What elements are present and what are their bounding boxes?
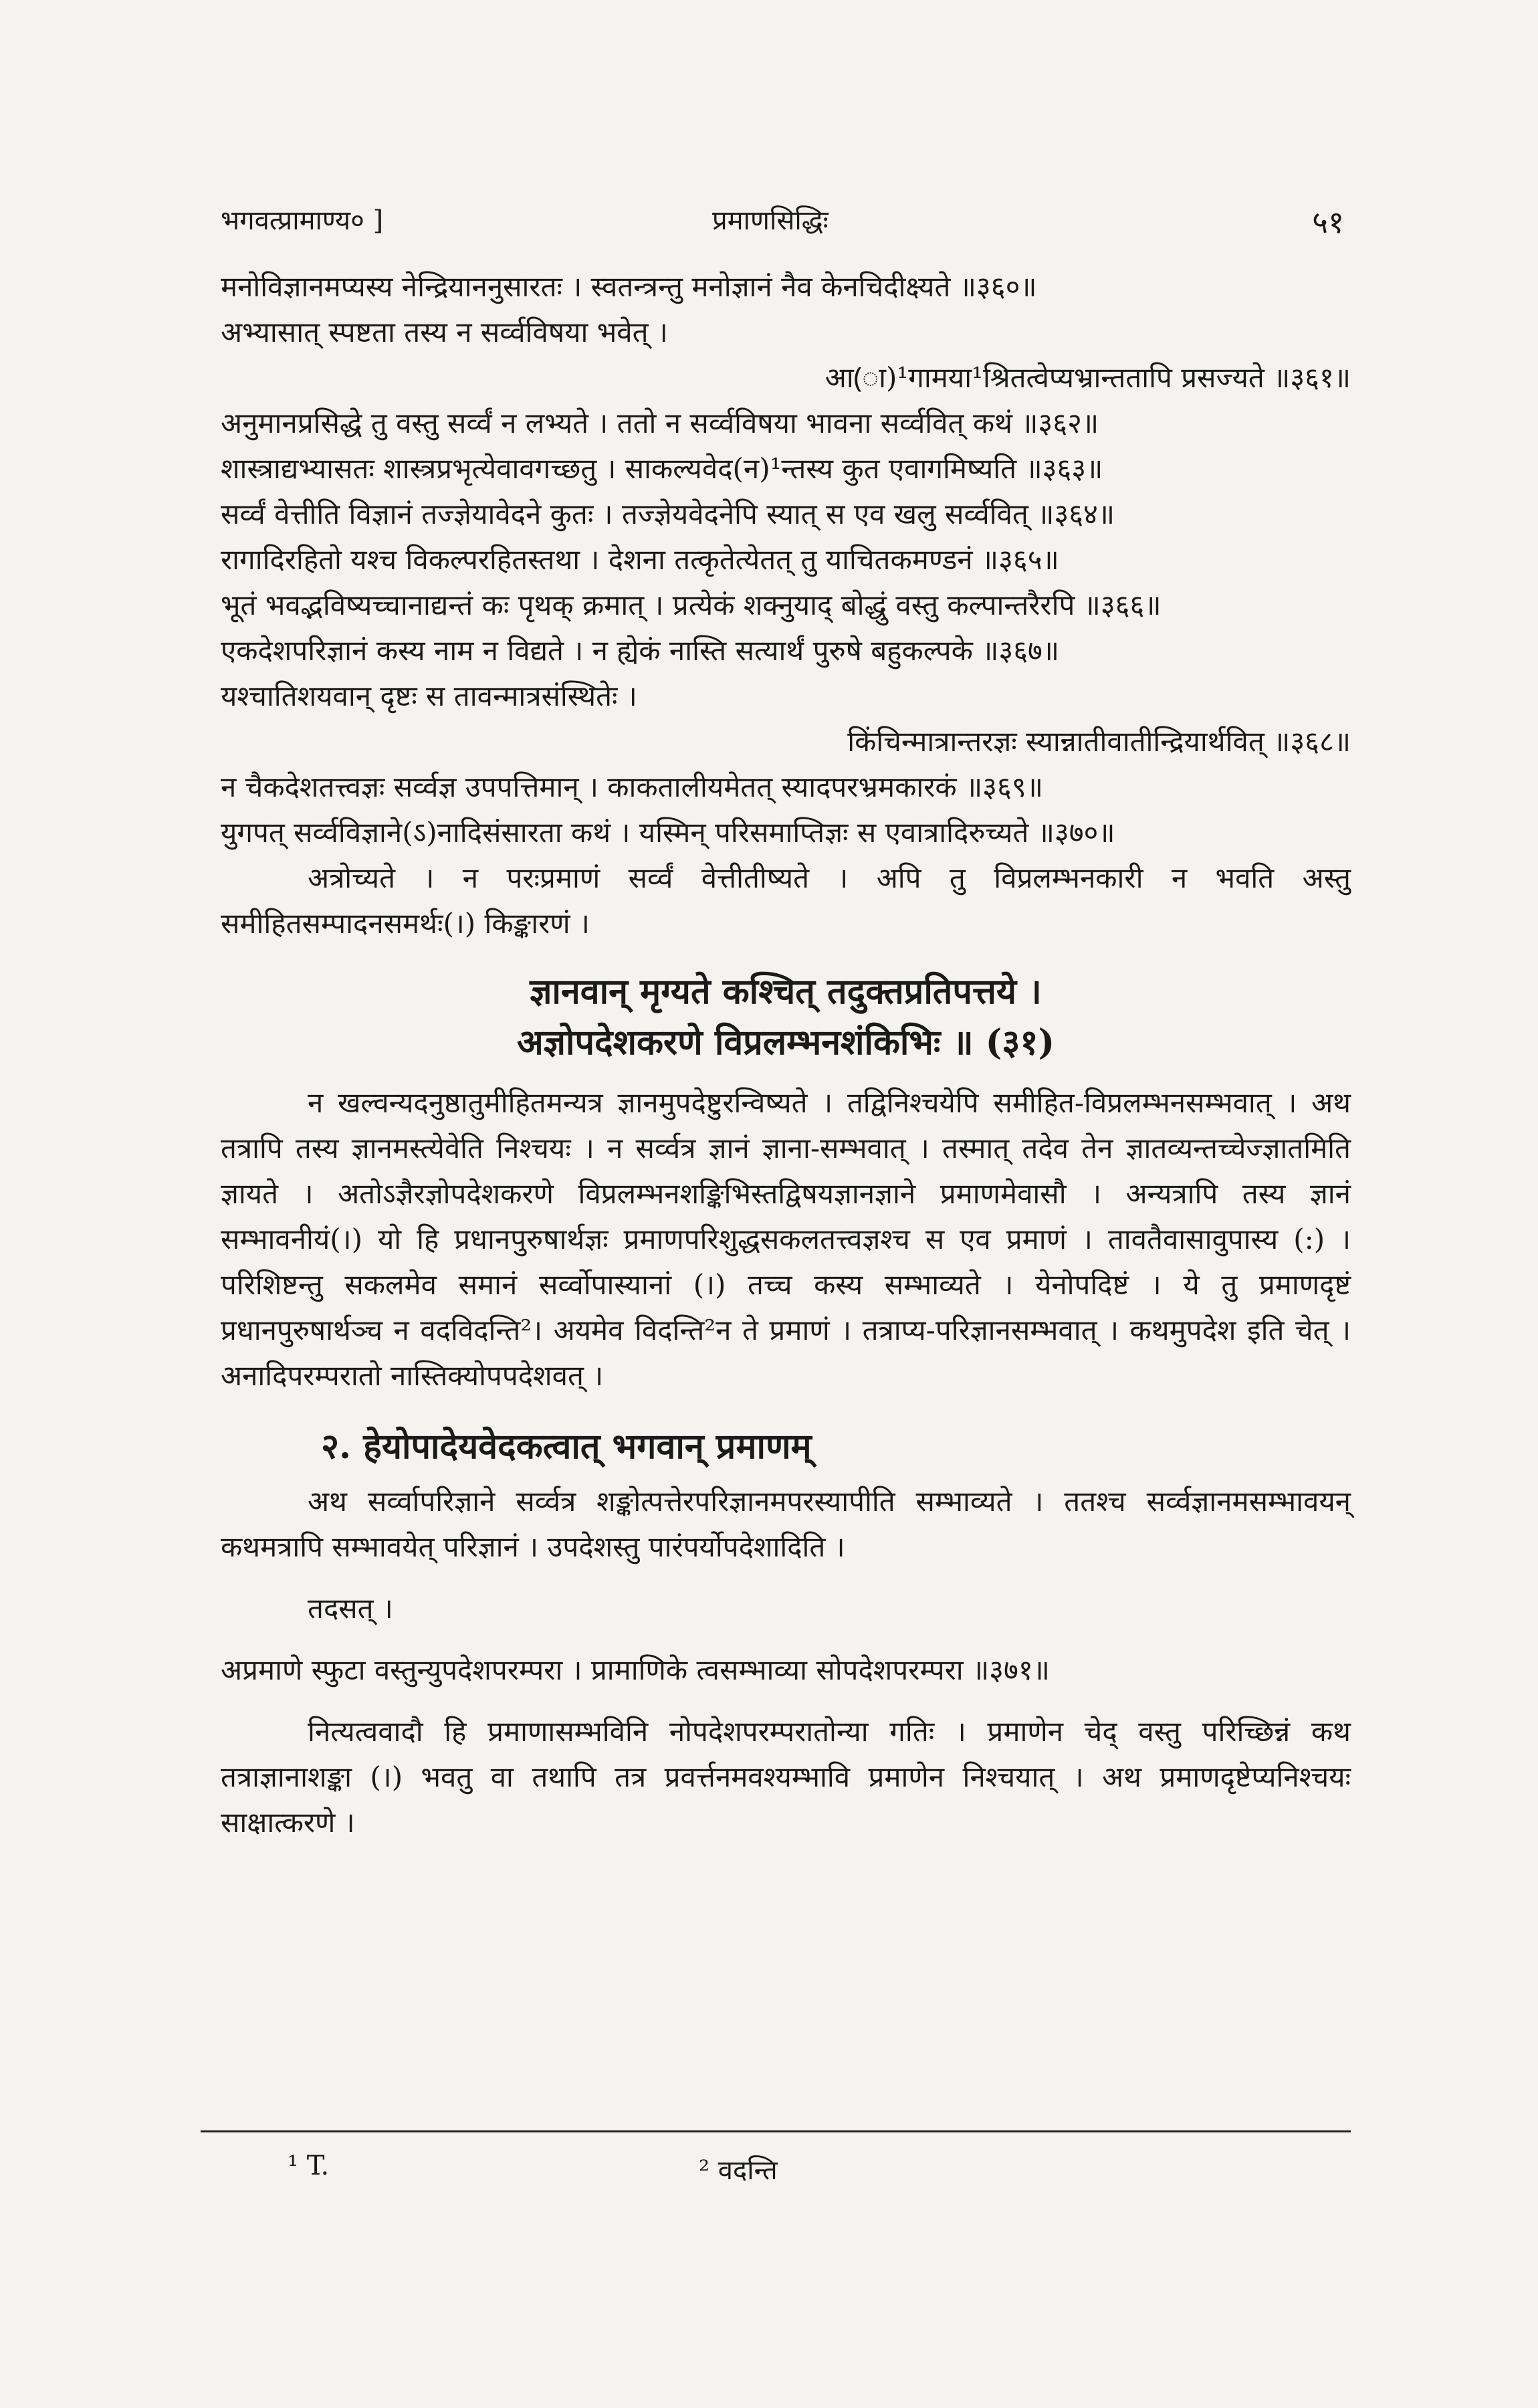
header-section-title: भगवत्प्रामाण्य० ] (221, 205, 384, 236)
verse-line: भूतं भवद्भविष्यच्चानाद्यन्तं कः पृथक् क्रमात् । प्रत्येकं शक्नुयाद् बोद्धुं वस्तु कल्पान्तरैरपि ॥३६६॥ (221, 589, 1162, 621)
verse-line: शास्त्राद्यभ्यासतः शास्त्रप्रभृत्येवावगच्छतु । साकल्यवेद(न)¹न्तस्य कुत एवागमिष्यति ॥३६३॥ (221, 452, 1103, 485)
prose-paragraph: न खल्वन्यदनुष्ठातुमीहितमन्यत्र ज्ञानमुपदेष्टुरन्विष्यते । तद्विनिश्चयेपि समीहित-विप्रलम्भनसम्भवात् । अथ तत्रापि तस्य ज्ञानमस्त्येवेति निश्चयः । न सर्व्वत्र ज्ञानं ज्ञाना-सम्भवात् । तस्मात् तदेव तेन ज्ञातव्यन्तच्चेज्ज्ञातमिति ज्ञायते । अतोऽज्ञैरज्ञोपदेशकरणे विप्रलम्भनशङ्किभिस्तद्विषयज्ञानज्ञाने प्रमाणमेवासौ । अन्यत्रापि तस्य ज्ञानं सम्भावनीयं(।) यो हि प्रधानपुरुषार्थज्ञः प्रमाणपरिशुद्धसकलतत्त्वज्ञश्च स एव प्रमाणं । तावतैवासावुपास्य (:) । परिशिष्टन्तु सकलमेव समानं सर्व्वोपास्यानां (।) तच्च कस्य सम्भाव्यते । येनोपदिष्टं । ये तु प्रमाणदृष्टं प्रधानपुरुषार्थञ्च न वदविदन्ति²। अयमेव विदन्ति²न ते प्रमाणं । तत्राप्य-परिज्ञानसम्भवात् । कथमुपदेश इति चेत् । अनादिपरम्परातो नास्तिक्योपपदेशवत् । (221, 1086, 1351, 1392)
prose-paragraph: अथ सर्व्वापरिज्ञाने सर्व्वत्र शङ्कोत्पत्तेरपरिज्ञानमपरस्यापीति सम्भाव्यते । ततश्च सर्व्वज्ञानमसम्भावयन् कथमत्रापि सम्भावयेत् परिज्ञानं । उपदेशस्तु पारंपर्योपदेशादिति । (221, 1485, 1351, 1563)
page-number: ५१ (1312, 204, 1344, 240)
verse-line: युगपत् सर्व्वविज्ञाने(ऽ)नादिसंसारता कथं । यस्मिन् परिसमाप्तिज्ञः स एवात्रादिरुच्यते ॥३७०॥ (221, 816, 1115, 849)
prose-paragraph: नित्यत्ववादौ हि प्रमाणासम्भविनि नोपदेशपरम्परातोन्या गतिः । प्रमाणेन चेद् वस्तु परिच्छिन्नं कथ तत्राज्ञानाशङ्का (।) भवतु वा तथापि तत्र प्रवर्त्तनमवश्यम्भावि प्रमाणेन निश्चयात् । अथ प्रमाणदृष्टेप्यनिश्चयः साक्षात्करणे । (221, 1715, 1351, 1839)
page-body (221, 264, 1351, 1845)
footnote-1: ¹ T. (288, 2150, 330, 2181)
footnote-2: ² वदन्ति (699, 2155, 778, 2186)
prose-paragraph: तदसत् । (308, 1592, 393, 1625)
verse-line: अभ्यासात् स्पष्टता तस्य न सर्व्वविषया भवेत् । (221, 316, 668, 348)
verse-line: यश्चातिशयवान् दृष्टः स तावन्मात्रसंस्थितेः । (221, 680, 637, 712)
verse-line: न चैकदेशतत्त्वज्ञः सर्व्वज्ञ उपपत्तिमान् । काकतालीयमेतत् स्यादपरभ्रमकारकं ॥३६९॥ (221, 771, 1043, 803)
footnote-rule (201, 2130, 1351, 2132)
verse-line: अज्ञोपदेशकरणे विप्रलम्भनशंकिभिः ॥ (३१) (516, 1022, 1055, 1063)
verse-line: आ(ा)¹गामया¹श्रितत्वेप्यभ्रान्ततापि प्रसज्यते ॥३६१॥ (825, 361, 1351, 394)
verse-line: अप्रमाणे स्फुटा वस्तुन्युपदेशपरम्परा । प्रामाणिके त्वसम्भाव्या सोपदेशपरम्परा ॥३७१॥ (221, 1653, 1050, 1686)
verse-line: किंचिन्मात्रान्तरज्ञः स्यान्नातीवातीन्द्रियार्थवित् ॥३६८॥ (847, 725, 1351, 758)
prose-paragraph: अत्रोच्यते । न परःप्रमाणं सर्व्वं वेत्तीतीष्यते । अपि तु विप्रलम्भनकारी न भवति अस्तु समीहितसम्पादनसमर्थः(।) किङ्कारणं । (221, 862, 1351, 940)
footnotes (288, 2150, 778, 2186)
header-book-title: प्रमाणसिद्धिः (712, 205, 829, 236)
verse-line: एकदेशपरिज्ञानं कस्य नाम न विद्यते । न ह्येकं नास्ति सत्यार्थं पुरुषे बहुकल्पके ॥३६७॥ (221, 634, 1060, 667)
section-heading: २. हेयोपादेयवेदकत्वात् भगवान् प्रमाणम् (321, 1426, 812, 1467)
verse-line: सर्व्वं वेत्तीति विज्ञानं तज्ज्ञेयावेदने कुतः । तज्ज्ञेयवेदनेपि स्यात् स एव खलु सर्व्ववित् ॥३६४॥ (221, 498, 1115, 530)
verse-line: ज्ञानवान् मृग्यते कश्चित् तदुक्तप्रतिपत्तये । (530, 971, 1042, 1012)
running-header (221, 201, 1344, 247)
verse-line: मनोविज्ञानमप्यस्य नेन्द्रियाननुसारतः । स्वतन्त्रन्तु मनोज्ञानं नैव केनचिदीक्ष्यते ॥३६०॥ (221, 270, 1037, 303)
verse-line: रागादिरहितो यश्च विकल्परहितस्तथा । देशना तत्कृतेत्येतत् तु याचितकमण्डनं ॥३६५॥ (221, 543, 1059, 576)
verse-31 (221, 967, 1351, 1068)
verse-line: अनुमानप्रसिद्धे तु वस्तु सर्व्वं न लभ्यते । ततो न सर्व्वविषया भावना सर्व्ववित् कथं ॥३६२॥ (221, 407, 1099, 439)
